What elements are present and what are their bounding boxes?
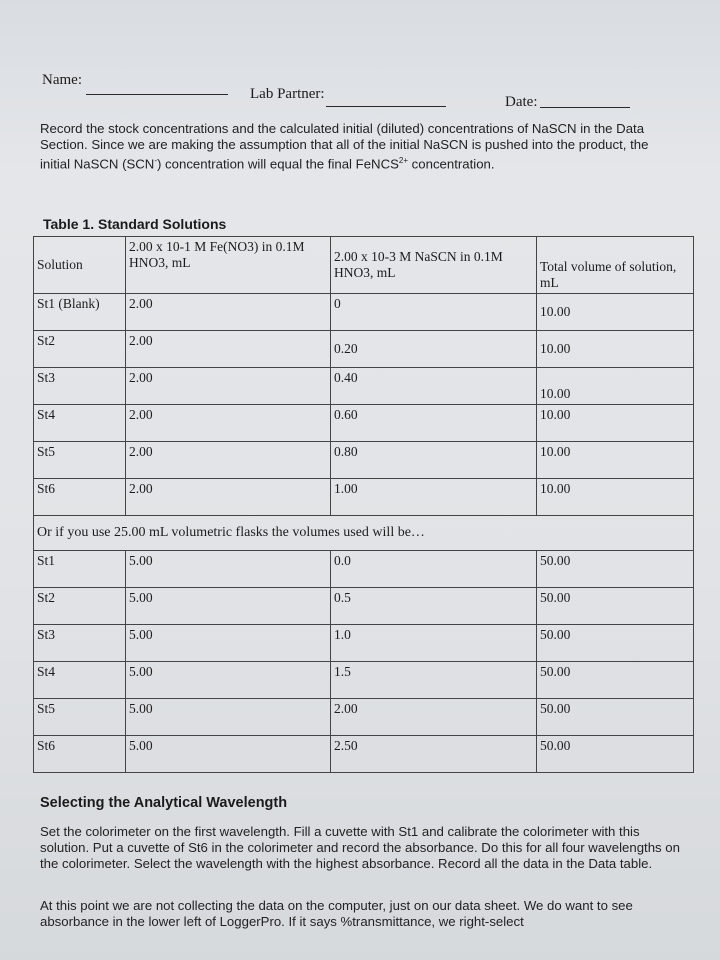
- cell-fe-volume: 5.00: [126, 662, 331, 699]
- header-fe-nitrate: 2.00 x 10-1 M Fe(NO3) in 0.1M HNO3, mL: [126, 237, 331, 294]
- cell-solution: St5: [34, 442, 126, 479]
- table-row: [34, 405, 694, 442]
- standard-solutions-table: [33, 236, 694, 773]
- loggerpro-instructions: At this point we are not collecting the data on the computer, just on our data sheet. We do want to see absorbance in the lower left of LoggerPro. If it says %transmittance, we right-select: [40, 898, 633, 929]
- cell-total-volume: 50.00: [537, 551, 694, 588]
- cell-fe-volume: 2.00: [126, 294, 331, 331]
- section-heading: Selecting the Analytical Wavelength: [40, 795, 288, 811]
- table-title: Table 1. Standard Solutions: [43, 216, 227, 232]
- name-label: Name:: [42, 72, 82, 88]
- table-row: [34, 368, 694, 405]
- intro-paragraph: [40, 121, 680, 172]
- cell-fe-volume: 5.00: [126, 736, 331, 773]
- intro-text-1: Record the stock concentrations and the calculated initial (diluted) concentrations of NaSCN in the Data Section. Since we are making the assumption that all of the initial NaSCN is pushed into the product, the initial NaSCN (SCN: [40, 121, 649, 172]
- intro-sup-2: 2+: [398, 156, 409, 165]
- cell-fe-volume: 5.00: [126, 625, 331, 662]
- cell-total-volume: 50.00: [537, 625, 694, 662]
- cell-scn-volume: 0.20: [331, 331, 537, 368]
- cell-total-volume: 10.00: [537, 405, 694, 442]
- table-header-row: [34, 237, 694, 294]
- cell-total-volume: 10.00: [537, 368, 694, 405]
- cell-solution: St2: [34, 331, 126, 368]
- cell-scn-volume: 2.00: [331, 699, 537, 736]
- cell-scn-volume: 0.5: [331, 588, 537, 625]
- cell-scn-volume: 0.0: [331, 551, 537, 588]
- date-blank: [540, 107, 630, 108]
- lab-partner-label: Lab Partner:: [250, 86, 325, 102]
- cell-scn-volume: 1.00: [331, 479, 537, 516]
- table-row: [34, 479, 694, 516]
- header-nascn: 2.00 x 10-3 M NaSCN in 0.1M HNO3, mL: [331, 237, 537, 294]
- cell-scn-volume: 0.80: [331, 442, 537, 479]
- cell-total-volume: 50.00: [537, 588, 694, 625]
- cell-fe-volume: 2.00: [126, 442, 331, 479]
- cell-solution: St2: [34, 588, 126, 625]
- date-label: Date:: [505, 94, 538, 110]
- header-solution: Solution: [34, 237, 126, 294]
- cell-scn-volume: 1.5: [331, 662, 537, 699]
- table-row: [34, 442, 694, 479]
- cell-fe-volume: 5.00: [126, 699, 331, 736]
- cell-solution: St5: [34, 699, 126, 736]
- cell-scn-volume: 0.60: [331, 405, 537, 442]
- cell-solution: St6: [34, 479, 126, 516]
- table-row: [34, 588, 694, 625]
- cell-total-volume: 10.00: [537, 331, 694, 368]
- cell-scn-volume: 0: [331, 294, 537, 331]
- cell-fe-volume: 5.00: [126, 551, 331, 588]
- cell-scn-volume: 1.0: [331, 625, 537, 662]
- table-note-row: [34, 516, 694, 551]
- cell-fe-volume: 2.00: [126, 368, 331, 405]
- flask-note: Or if you use 25.00 mL volumetric flasks the volumes used will be…: [34, 516, 694, 551]
- table-row: [34, 294, 694, 331]
- intro-text-3: concentration.: [408, 156, 495, 172]
- intro-sup-1: -: [154, 156, 157, 165]
- table-row: [34, 662, 694, 699]
- cell-solution: St4: [34, 662, 126, 699]
- cell-total-volume: 50.00: [537, 699, 694, 736]
- cell-scn-volume: 2.50: [331, 736, 537, 773]
- intro-text-2: ) concentration will equal the final FeNCS: [157, 156, 399, 172]
- table-row: [34, 551, 694, 588]
- wavelength-instructions: Set the colorimeter on the first wavelength. Fill a cuvette with St1 and calibrate the colorimeter with this solution. Put a cuvette of St6 in the colorimeter and record the absorbance. Do this for all four wavelengths on the colorimeter. Select the wavelength with the highest absorbance. Record all the data in the Data table.: [40, 824, 680, 871]
- cell-solution: St6: [34, 736, 126, 773]
- cell-fe-volume: 5.00: [126, 588, 331, 625]
- table-row: [34, 699, 694, 736]
- table-row: [34, 625, 694, 662]
- cell-solution: St3: [34, 368, 126, 405]
- cell-total-volume: 50.00: [537, 736, 694, 773]
- cell-scn-volume: 0.40: [331, 368, 537, 405]
- cell-total-volume: 10.00: [537, 442, 694, 479]
- cell-fe-volume: 2.00: [126, 331, 331, 368]
- cell-solution: St3: [34, 625, 126, 662]
- cell-fe-volume: 2.00: [126, 479, 331, 516]
- table-row: [34, 331, 694, 368]
- table-row: [34, 736, 694, 773]
- cell-solution: St1 (Blank): [34, 294, 126, 331]
- cell-fe-volume: 2.00: [126, 405, 331, 442]
- cell-total-volume: 50.00: [537, 662, 694, 699]
- name-blank: [86, 94, 228, 95]
- header-total-volume: Total volume of solution, mL: [537, 237, 694, 294]
- cell-solution: St4: [34, 405, 126, 442]
- lab-partner-blank: [326, 106, 446, 107]
- cell-total-volume: 10.00: [537, 294, 694, 331]
- cell-solution: St1: [34, 551, 126, 588]
- cell-total-volume: 10.00: [537, 479, 694, 516]
